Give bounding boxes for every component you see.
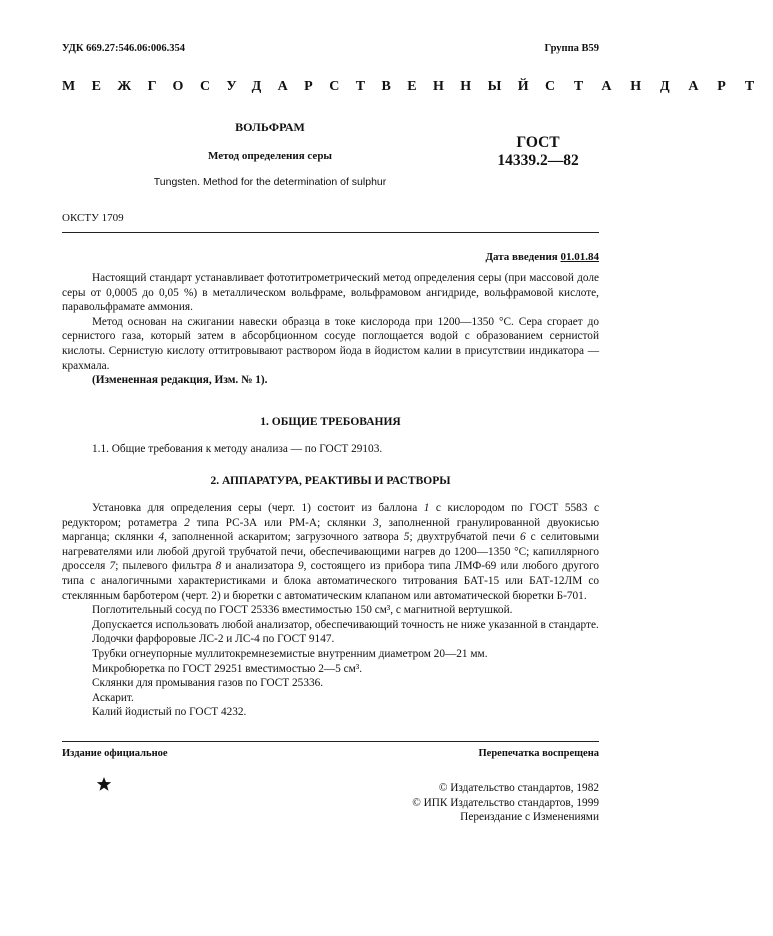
interstate-standard-banner [62,79,773,95]
intro-section [62,271,599,388]
intro-paragraph-scope: Настоящий стандарт устанавливает фототитрометрический метод определения серы (при массовой доле серы от 0,0005 до 0,05 %) в металлическом вольфраме, вольфрамовом ангидриде, вольфрамовой кислоте, паравольфрамате аммония. [62,272,599,314]
ascarite-item: Аскарит. [92,691,134,704]
banner-word-standard: СТАНДАРТ [545,79,773,94]
clause-1-1: 1.1. Общие требования к методу анализа — по ГОСТ 29103. [92,443,383,455]
document-title: ВОЛЬФРАМ [235,120,305,134]
group-code: Группа В59 [544,43,599,54]
potassium-iodide-item: Калий йодистый по ГОСТ 4232. [92,706,247,719]
oksty-code: ОКСТУ 1709 [62,212,124,224]
document-subtitle: Метод определения серы [207,150,333,162]
section-1-body [62,442,599,457]
english-title: Tungsten. Method for the determination of sulphur [153,176,387,188]
udk-code: УДК 669.27:546.06:006.354 [62,43,185,54]
copyright-1982: © Издательство стандартов, 1982 [438,782,599,794]
star-icon [96,776,112,792]
official-edition-label: Издание официальное [62,748,168,759]
intro-paragraph-principle: Метод основан на сжигании навески образца в токе кислорода при 1200—1350 °С. Сера сгорает до сернистого газа, который затем в абсорбционном сосуде поглощается водой с образованием сернистой кислоты. Сернистую кислоту оттитровывают раствором йода в йодистом калии в присутствии индикатора — крахмала. [62,315,599,372]
absorption-vessel-item: Поглотительный сосуд по ГОСТ 25336 вместимостью 150 см³, с магнитной вертушкой. [92,604,513,617]
amendment-note: (Измененная редакция, Изм. № 1). [92,374,268,387]
introduction-date [485,251,599,263]
copyright-1999: © ИПК Издательство стандартов, 1999 [412,796,599,809]
microburette-item: Микробюретка по ГОСТ 29251 вместимостью 2—5 см³. [92,662,363,675]
date-label: Дата введения [485,251,561,263]
gas-wash-flasks-item: Склянки для промывания газов по ГОСТ 25336. [92,677,324,690]
porcelain-boats-item: Лодочки фарфоровые ЛС-2 и ЛС-4 по ГОСТ 9147. [92,633,335,646]
header-divider [62,232,599,233]
reissue-note: Переиздание с Изменениями [460,811,599,824]
installation-paragraph: Установка для определения серы (черт. 1) состоит из баллона 1 с кислородом по ГОСТ 5583 с редуктором; ротаметра 2 типа РС-3А или РМ-А; склянки 3, заполненной гранулированной двуокисью марганца; склянки 4, заполненной аскаритом; загрузочного затвора 5; двухтрубчатой печи 6 с селитовыми нагревателями или любой другой трубчатой печи, обеспечивающими нагрев до 1200—1350 °С; капиллярного дросселя 7; пылевого фильтра 8 и анализатора 9, состоящего из прибора типа ЛМФ-69 или любого другого типа с аналогичными характеристиками и блока автоматического титрования БАТ-15 или БАТ-12ЛМ со стеклянным барботером (черт. 2) и бюретки с автоматическим клапаном или автоматической бюретки Б-701. [62,502,600,602]
copyright-block [299,781,599,825]
title-block [140,120,400,188]
reprint-prohibited-label: Перепечатка воспрещена [478,748,599,759]
refractory-tubes-item: Трубки огнеупорные муллитокремнеземистые внутренним диаметром 20—21 мм. [92,647,488,660]
section-2-body [62,501,599,720]
gost-label: ГОСТ [516,134,560,151]
date-value: 01.01.84 [560,251,599,263]
gost-code: 14339.2—82 [497,152,579,169]
gost-number [486,134,590,170]
analyzer-note: Допускается использовать любой анализатор, обеспечивающий точность не ниже указанной в стандарте. [92,618,599,631]
section-2-heading: 2. АППАРАТУРА, РЕАКТИВЫ И РАСТВОРЫ [210,475,451,487]
section-1-heading: 1. ОБЩИЕ ТРЕБОВАНИЯ [260,416,401,428]
footer-divider [62,741,599,742]
banner-word-interstate: МЕЖГОСУДАРСТВЕННЫЙ [62,79,546,94]
